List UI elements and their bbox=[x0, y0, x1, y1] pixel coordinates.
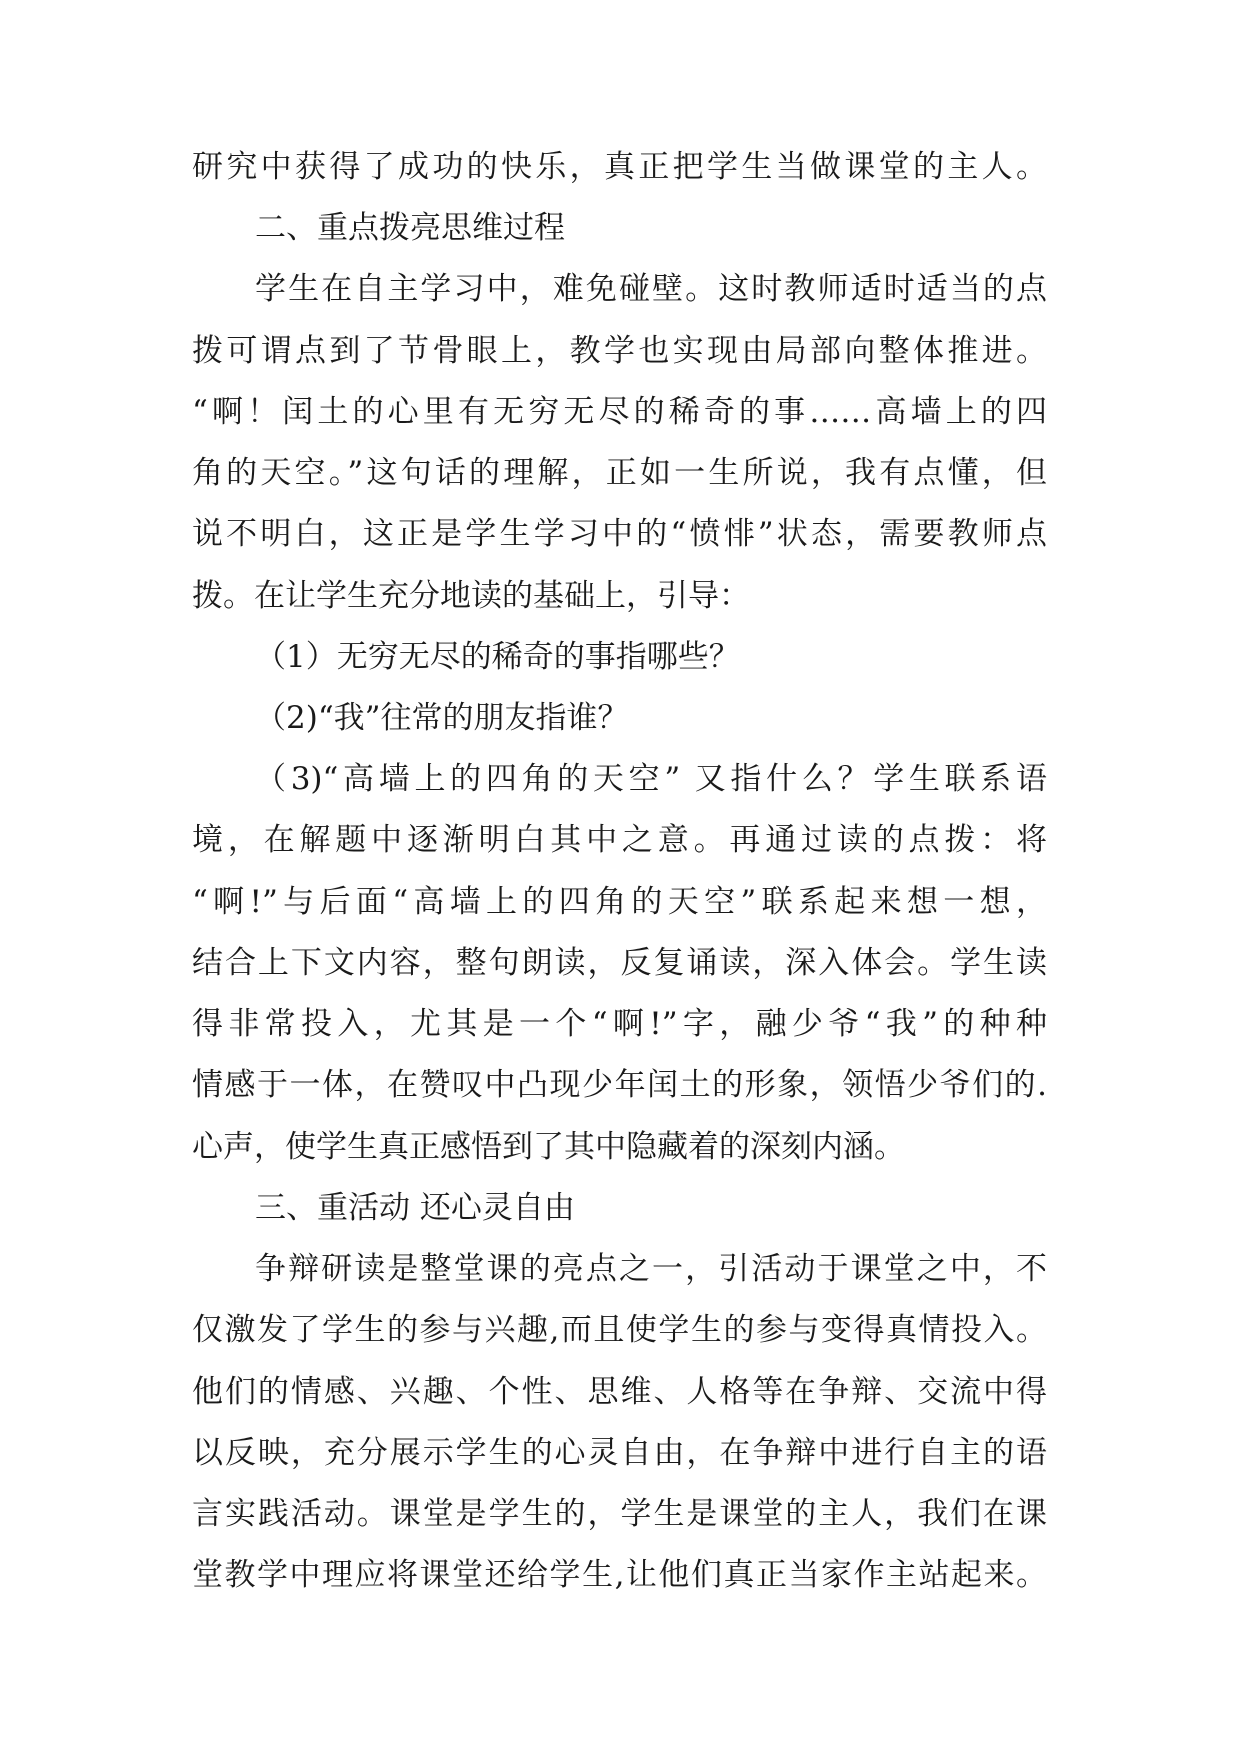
list-item bbox=[0, 637, 1241, 697]
paragraph-line bbox=[0, 1127, 1241, 1187]
section-heading bbox=[0, 208, 1241, 268]
paragraph-line bbox=[0, 1555, 1241, 1615]
paragraph-line bbox=[0, 392, 1241, 452]
paragraph-line bbox=[0, 269, 1241, 329]
text-line: （3)“高墙上的四角的天空” 又指什么？学生联系语 bbox=[255, 761, 1047, 797]
heading-text: 二、重点拨亮思维过程 bbox=[255, 210, 565, 246]
list-item bbox=[0, 759, 1241, 819]
text-line: “啊！闰土的心里有无穷无尽的稀奇的事……高墙上的四 bbox=[192, 394, 1047, 430]
text-line: 说不明白，这正是学生学习中的“愤悱”状态，需要教师点 bbox=[192, 516, 1047, 552]
text-line: （2)“我”往常的朋友指谁？ bbox=[255, 700, 629, 736]
paragraph-line bbox=[0, 943, 1241, 1003]
paragraph-line bbox=[0, 1372, 1241, 1432]
paragraph-line bbox=[0, 1310, 1241, 1370]
text-line: 学生在自主学习中，难免碰壁。这时教师适时适当的点 bbox=[255, 271, 1047, 307]
text-line: 研究中获得了成功的快乐，真正把学生当做课堂的主人。 bbox=[192, 149, 1047, 185]
section-heading bbox=[0, 1188, 1241, 1248]
text-line: 言实践活动。课堂是学生的，学生是课堂的主人，我们在课 bbox=[192, 1496, 1047, 1532]
text-line: 争辩研读是整堂课的亮点之一，引活动于课堂之中，不 bbox=[255, 1251, 1047, 1287]
text-line: 堂教学中理应将课堂还给学生,让他们真正当家作主站起来。 bbox=[192, 1557, 1047, 1593]
text-line: 得非常投入，尤其是一个“啊!”字，融少爷“我”的种种 bbox=[192, 1006, 1047, 1042]
paragraph-line bbox=[0, 882, 1241, 942]
text-line: （1）无穷无尽的稀奇的事指哪些？ bbox=[255, 639, 740, 675]
paragraph-line bbox=[0, 514, 1241, 574]
paragraph-line bbox=[0, 331, 1241, 391]
paragraph-line bbox=[0, 1004, 1241, 1064]
paragraph-line bbox=[0, 576, 1241, 636]
text-line: 他们的情感、兴趣、个性、思维、人格等在争辩、交流中得 bbox=[192, 1374, 1047, 1410]
paragraph-line bbox=[0, 1433, 1241, 1493]
text-line: 心声，使学生真正感悟到了其中隐藏着的深刻内涵。 bbox=[192, 1129, 905, 1165]
text-line: 拨可谓点到了节骨眼上，教学也实现由局部向整体推进。 bbox=[192, 333, 1047, 369]
paragraph-line bbox=[0, 1249, 1241, 1309]
paragraph-line bbox=[0, 1494, 1241, 1554]
text-line: 角的天空。”这句话的理解，正如一生所说，我有点懂，但 bbox=[192, 455, 1047, 491]
text-line: 境，在解题中逐渐明白其中之意。再通过读的点拨：将 bbox=[192, 822, 1047, 858]
text-line: 结合上下文内容，整句朗读，反复诵读，深入体会。学生读 bbox=[192, 945, 1047, 981]
paragraph-line bbox=[0, 453, 1241, 513]
list-item bbox=[0, 698, 1241, 758]
text-line: 以反映，充分展示学生的心灵自由，在争辩中进行自主的语 bbox=[192, 1435, 1047, 1471]
text-line: 仅激发了学生的参与兴趣,而且使学生的参与变得真情投入。 bbox=[192, 1312, 1047, 1348]
text-line: 拨。在让学生充分地读的基础上，引导： bbox=[192, 578, 750, 614]
paragraph-line bbox=[0, 147, 1241, 207]
text-line: 情感于一体，在赞叹中凸现少年闰土的形象，领悟少爷们的. bbox=[192, 1067, 1047, 1103]
heading-text: 三、重活动 还心灵自由 bbox=[255, 1190, 575, 1226]
paragraph-line bbox=[0, 1065, 1241, 1125]
paragraph-line bbox=[0, 820, 1241, 880]
text-line: “啊!”与后面“高墙上的四角的天空”联系起来想一想， bbox=[192, 884, 1047, 920]
